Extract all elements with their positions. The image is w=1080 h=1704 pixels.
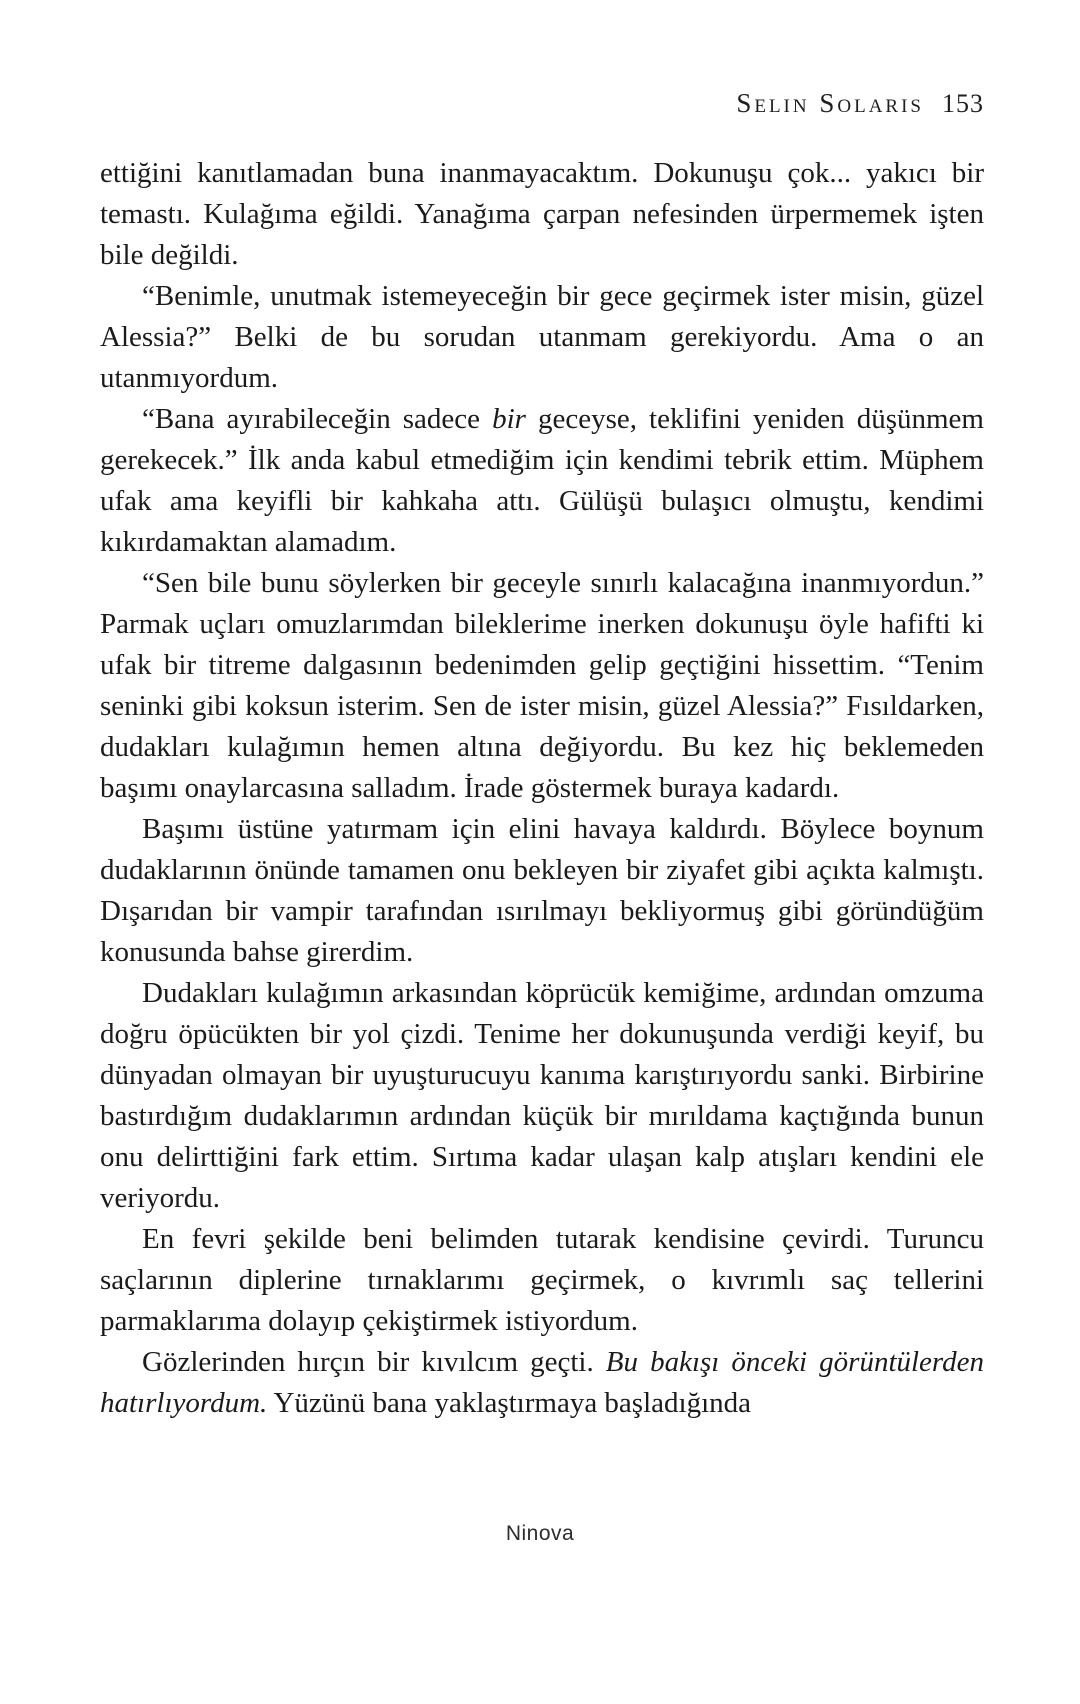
running-title: Selin Solaris xyxy=(736,88,924,118)
text-run: En fevri şekilde beni belimden tutarak kendisine çevirdi. Turuncu saçlarının diplerine tırnaklarımı geçirmek, o kıvrımlı saç tellerini parmaklarıma dolayıp çekiştirmek istiyordum. xyxy=(100,1223,984,1337)
text-run-italic: bir xyxy=(492,403,526,435)
text-run: “Sen bile bunu söylerken bir geceyle sınırlı kalacağına inanmıyordun.” Parmak uçları omuzlarımdan bileklerime inerken dokunuşu öyle hafifti ki ufak bir titreme dalgasının bedenimden gelip geçtiğini hissettim. “Tenim seninki gibi koksun isterim. Sen de ister misin, güzel Alessia?” Fısıldarken, dudakları kulağımın hemen altına değiyordu. Bu kez hiç beklemeden başımı onaylarcasına salladım. İrade göstermek buraya kadardı. xyxy=(100,567,984,804)
text-run-italic: Bu bakışı önceki görüntülerden hatırlıyordum. xyxy=(100,1346,985,1419)
text-run: “Benimle, unutmak istemeyeceğin bir gece geçirmek ister misin, güzel Alessia?” Belki de bu sorudan utanmam gerekiyordu. Ama o an utanmıyordum. xyxy=(100,280,984,394)
paragraph xyxy=(100,399,984,563)
text-run: “Bana ayırabileceğin sadece xyxy=(142,403,493,435)
page-header xyxy=(100,88,984,119)
paragraph xyxy=(100,809,984,973)
paragraph xyxy=(100,276,984,399)
paragraph xyxy=(100,1342,984,1424)
text-run: ettiğini kanıtlamadan buna inanmayacaktım. Dokunuşu çok... yakıcı bir temastı. Kulağıma eğildi. Yanağıma çarpan nefesinden ürpermemek işten bile değildi. xyxy=(100,157,984,271)
text-run: Gözlerinden hırçın bir kıvılcım geçti. xyxy=(142,1346,606,1378)
body-text xyxy=(100,153,984,1424)
text-run: geceyse, teklifini yeniden düşünmem gerekecek.” İlk anda kabul etmediğim için kendimi tebrik ettim. Müphem ufak ama keyifli bir kahkaha attı. Gülüşü bulaşıcı olmuştu, kendimi kıkırdamaktan alamadım. xyxy=(100,403,984,558)
text-run: Başımı üstüne yatırmam için elini havaya kaldırdı. Böylece boynum dudaklarının önünde tamamen onu bekleyen bir ziyafet gibi açıkta kalmıştı. Dışarıdan bir vampir tarafından ısırılmayı bekliyormuş gibi göründüğüm konusunda bahse girerdim. xyxy=(100,813,984,968)
publisher-name: Ninova xyxy=(505,1522,575,1545)
page-number: 153 xyxy=(942,89,984,118)
page-footer xyxy=(0,1522,1080,1546)
paragraph xyxy=(100,563,984,809)
paragraph xyxy=(100,153,984,276)
paragraph xyxy=(100,973,984,1219)
text-run: Yüzünü bana yaklaştırmaya başladığında xyxy=(267,1387,752,1419)
paragraph xyxy=(100,1219,984,1342)
text-run: Dudakları kulağımın arkasından köprücük kemiğime, ardından omzuma doğru öpücükten bir yol çizdi. Tenime her dokunuşunda verdiği keyif, bu dünyadan olmayan bir uyuşturucuyu kanıma karıştırıyordu sanki. Birbirine bastırdığım dudaklarımın ardından küçük bir mırıldama kaçtığında bunun onu delirttiğini fark ettim. Sırtıma kadar ulaşan kalp atışları kendini ele veriyordu. xyxy=(100,977,984,1214)
